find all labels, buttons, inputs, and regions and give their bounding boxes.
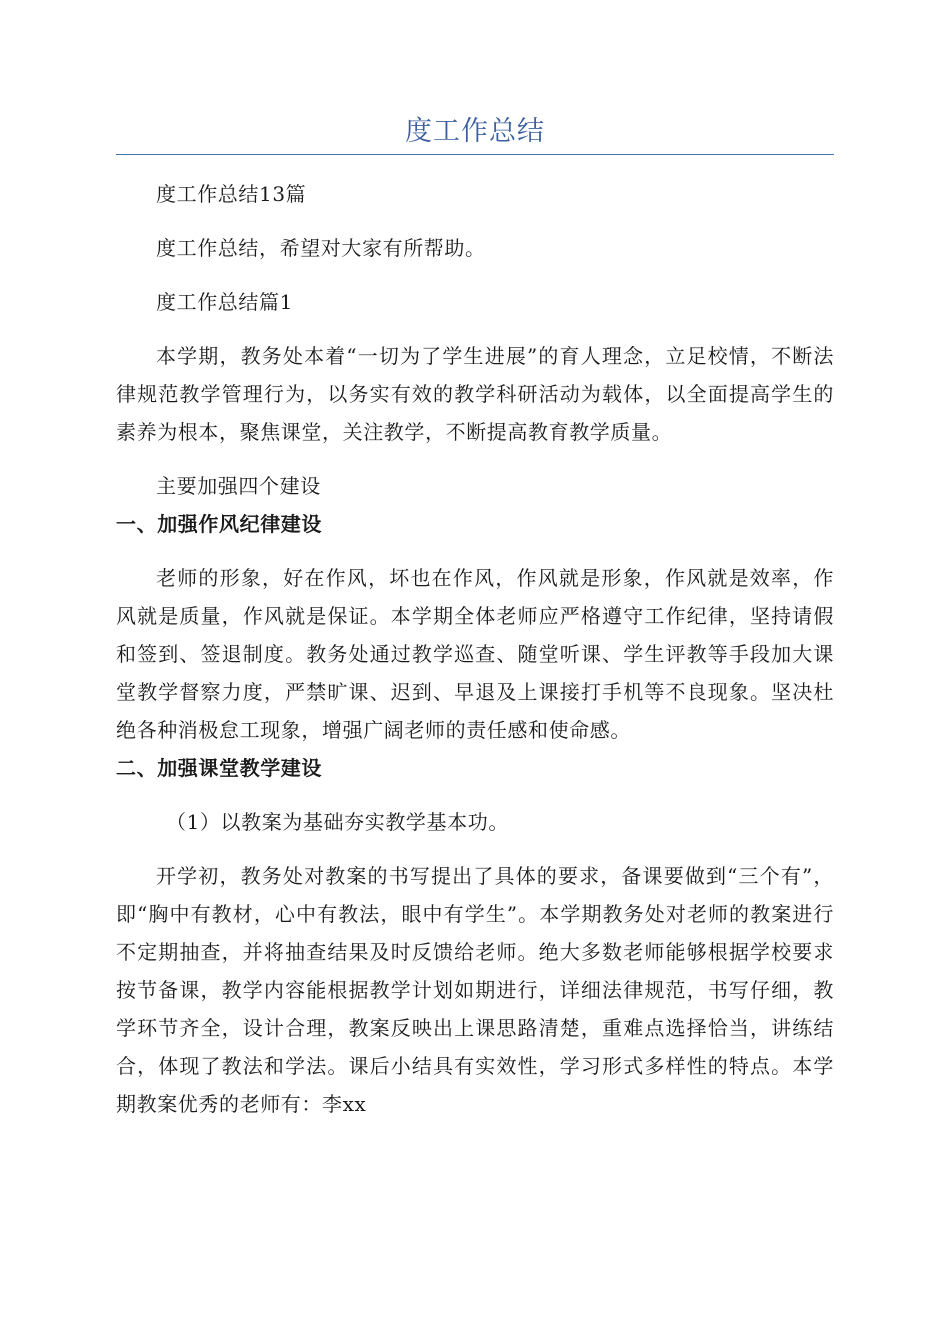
paragraph-lesson-plans: 开学初，教务处对教案的书写提出了具体的要求，备课要做到“三个有”，即“胸中有教材，心中有教法，眼中有学生”。本学期教务处对老师的教案进行不定期抽查，并将抽查结果及时反馈给老师。绝大多数老师能够根据学校要求按节备课，教学内容能根据教学计划如期进行，详细法律规范，书写仔细，教学环节齐全，设计合理，教案反映出上课思路清楚，重难点选择恰当，讲练结合，体现了教法和学法。课后小结具有实效性，学习形式多样性的特点。本学期教案优秀的老师有：李xx <box>116 864 834 1116</box>
paragraph-part-heading: 度工作总结篇1 <box>156 290 293 314</box>
paragraph-four-constructions: 主要加强四个建设 <box>156 474 321 498</box>
paragraph-discipline: 老师的形象，好在作风，坏也在作风，作风就是形象，作风就是效率，作风就是质量，作风就是保证。本学期全体老师应严格遵守工作纪律，坚持请假和签到、签退制度。教务处通过教学巡查、随堂听课、学生评教等手段加大课堂教学督察力度，严禁旷课、迟到、早退及上课接打手机等不良现象。坚决杜绝各种消极怠工现象，增强广阔老师的责任感和使命感。 <box>116 566 834 742</box>
section-heading-1: 一、加强作风纪律建设 <box>116 512 322 536</box>
section-heading-2: 二、加强课堂教学建设 <box>116 756 322 780</box>
paragraph-intro: 度工作总结，希望对大家有所帮助。 <box>156 236 486 260</box>
paragraph-subpoint-1: （1）以教案为基础夯实教学基本功。 <box>166 810 509 834</box>
paragraph-subtitle: 度工作总结13篇 <box>156 182 307 206</box>
title-underline <box>116 154 834 155</box>
paragraph-overview: 本学期，教务处本着“一切为了学生进展”的育人理念，立足校情，不断法律规范教学管理行为，以务实有效的教学科研活动为载体，以全面提高学生的素养为根本，聚焦课堂，关注教学，不断提高教育教学质量。 <box>116 344 834 444</box>
document-body <box>116 175 834 1123</box>
document-title: 度工作总结 <box>405 116 545 147</box>
